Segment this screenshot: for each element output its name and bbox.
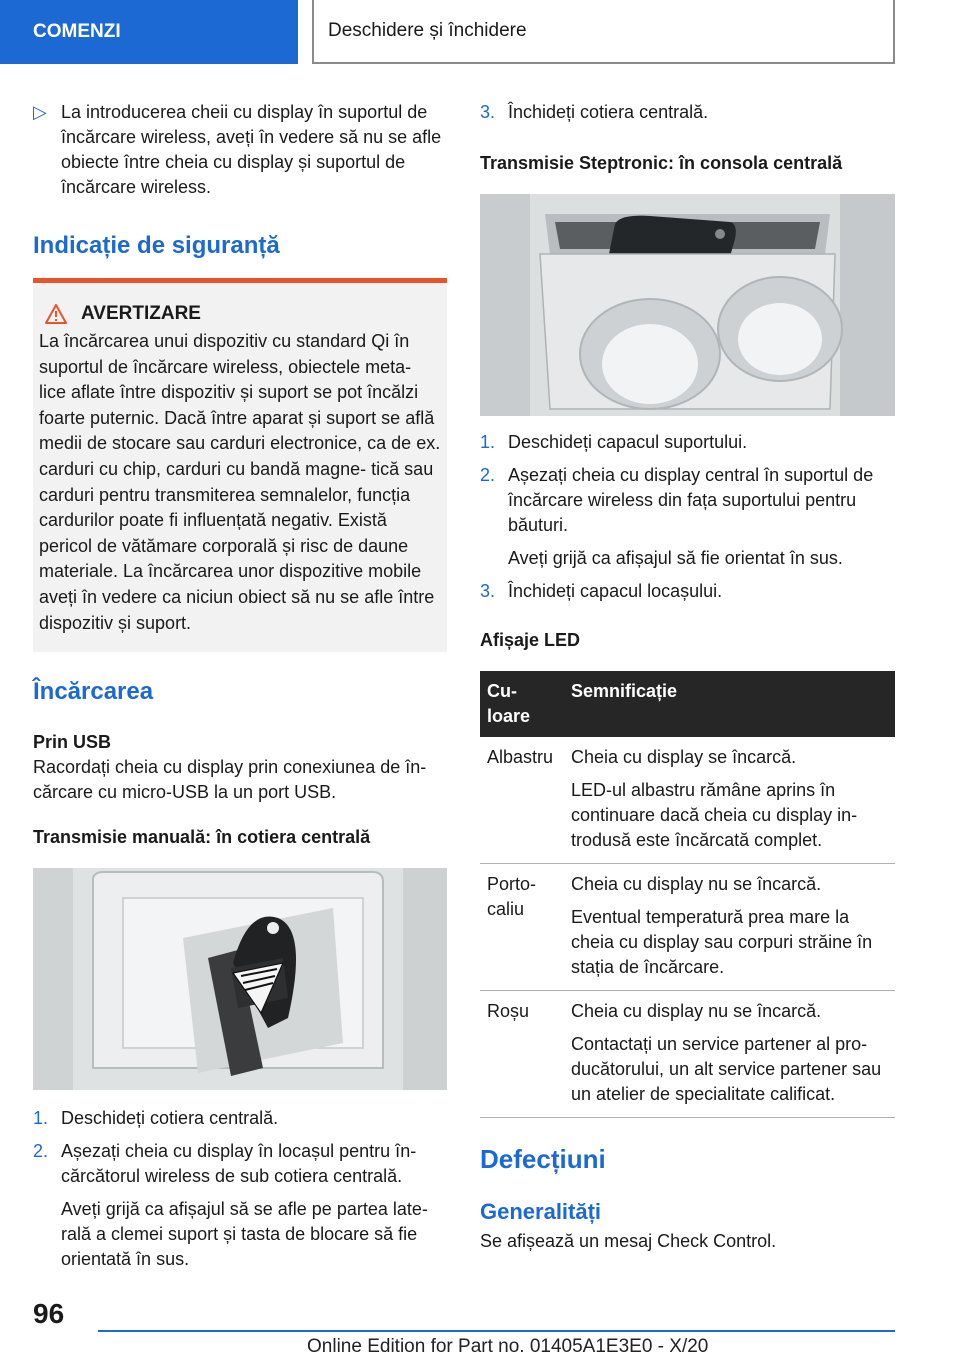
step-2 xyxy=(33,1139,447,1189)
general-text: Se afișează un mesaj Check Control. xyxy=(480,1231,777,1251)
step-text: Deschideți capacul suportului. xyxy=(508,432,748,452)
step-number: 3. xyxy=(480,102,496,122)
step-1 xyxy=(480,430,895,455)
meaning-line: Cheia cu display se încarcă. xyxy=(571,747,797,767)
led-table xyxy=(480,671,895,1118)
usb-text: Racordați cheia cu display prin conexiunea de în- cărcare cu micro-USB la un port USB. xyxy=(33,757,427,803)
step-number: 3. xyxy=(480,581,496,601)
console-illustration xyxy=(480,194,895,416)
meaning-detail: Eventual temperatură prea mare la cheia cu display sau corpuri străine în stația de încărcare. xyxy=(571,907,873,977)
step-number: 2. xyxy=(33,1141,49,1162)
bullet-item xyxy=(33,100,447,200)
charging-heading: Încărcarea xyxy=(33,678,154,706)
warning-text: La încărcarea unui dispozitiv cu standard Qi în suportul de încărcare wireless, obiectele meta- lice aflate între dispozitiv și suport se pot încălzi foarte puternic. Dacă între aparat și suport se află medii de stocare sau carduri electronice, ca de ex. carduri cu chip, carduri cu bandă magne- tică sau carduri pentru transmiterea semnalelor, funcția cardurilor poate fi influențată negativ. Există pericol de vătămare corporală și risc de daune materiale. La încărcarea unor dispozitive mobile aveți în vedere ca niciun obiect să nu se afle între dispozitiv și suport. xyxy=(39,331,441,633)
table-row xyxy=(480,737,895,864)
edition-text: Online Edition for Part no. 01405A1E3E0 - X/20 xyxy=(307,1336,709,1357)
step-1 xyxy=(33,1106,447,1131)
led-heading: Afișaje LED xyxy=(480,630,581,650)
warning-title-row xyxy=(39,303,441,325)
armrest-image xyxy=(33,868,447,1090)
section-tab: COMENZI xyxy=(0,0,298,64)
console-image xyxy=(480,194,895,416)
meaning-detail: LED-ul albastru rămâne aprins în continuare dacă cheia cu display in- trodusă este încărcată complet. xyxy=(571,780,858,850)
left-column xyxy=(33,100,447,1272)
page-number: 96 xyxy=(33,1298,65,1329)
table-row xyxy=(480,991,895,1118)
step-number: 1. xyxy=(33,1108,49,1129)
warning-title: AVERTIZARE xyxy=(81,303,201,324)
step-2-note: Aveți grijă ca afișajul să fie orientat în sus. xyxy=(508,548,843,568)
general-heading: Generalități xyxy=(480,1199,602,1224)
safety-heading: Indicație de siguranță xyxy=(33,232,280,259)
right-column xyxy=(480,100,895,1254)
meaning-cell xyxy=(564,991,895,1118)
subsection-title: Deschidere și închidere xyxy=(312,0,895,64)
color-cell: Roșu xyxy=(480,991,564,1118)
step-number: 1. xyxy=(480,432,496,452)
meaning-cell xyxy=(564,737,895,864)
bullet-text: La introducerea cheii cu display în suportul de încărcare wireless, aveți în vedere să nu se afle obiecte între cheia cu display și suportul de încărcare wireless. xyxy=(61,102,442,197)
meaning-line: Cheia cu display nu se încarcă. xyxy=(571,874,822,894)
step-3 xyxy=(480,579,895,604)
step-2-note: Aveți grijă ca afișajul să se afle pe partea late- rală a clemei suport și tasta de blocare să fie orientată în sus. xyxy=(61,1199,428,1270)
step-text: Așezați cheia cu display în locașul pentru în- cărcătorul wireless de sub cotiera centrală. xyxy=(61,1141,417,1187)
color-cell: Albastru xyxy=(480,737,564,864)
step-number: 2. xyxy=(480,465,496,485)
column-header: Cu- loare xyxy=(480,671,564,737)
warning-box xyxy=(33,278,447,652)
column-header: Semnificație xyxy=(564,671,895,737)
step-text: Deschideți cotiera centrală. xyxy=(61,1108,279,1129)
table-row xyxy=(480,864,895,991)
faults-heading: Defecțiuni xyxy=(480,1144,606,1174)
manual-heading: Transmisie manuală: în cotiera centrală xyxy=(33,827,371,848)
triangle-bullet-icon: ▷ xyxy=(33,102,47,122)
warning-icon xyxy=(45,304,67,324)
meaning-line: Cheia cu display nu se încarcă. xyxy=(571,1001,822,1021)
footer-divider xyxy=(98,1330,895,1332)
step-text: Închideți cotiera centrală. xyxy=(508,102,709,122)
step-3 xyxy=(480,100,895,125)
usb-heading: Prin USB xyxy=(33,732,112,753)
step-text: Așezați cheia cu display central în suportul de încărcare wireless din fața suportului pentru băuturi. xyxy=(508,465,874,535)
steptronic-heading: Transmisie Steptronic: în consola centrală xyxy=(480,153,843,173)
meaning-cell xyxy=(564,864,895,991)
step-text: Închideți capacul locașului. xyxy=(508,581,723,601)
meaning-detail: Contactați un service partener al pro- ducătorului, un alt service partener sau un atelier de specialitate calificat. xyxy=(571,1034,882,1104)
armrest-illustration xyxy=(33,868,447,1090)
table-header-row xyxy=(480,671,895,737)
page-header xyxy=(0,0,960,66)
color-cell: Porto- caliu xyxy=(480,864,564,991)
step-2 xyxy=(480,463,895,538)
